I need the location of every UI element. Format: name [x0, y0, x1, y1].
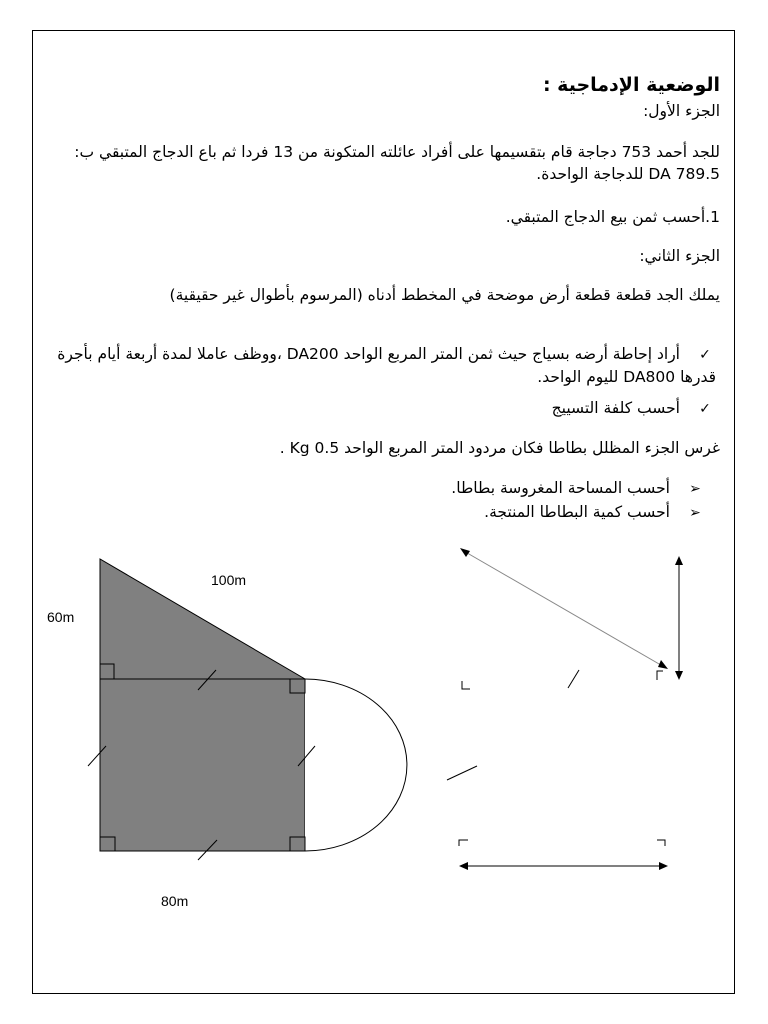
checkmark-icon: ✓: [699, 401, 711, 417]
label-left-side: 60m: [47, 609, 75, 625]
section-title: الوضعية الإدماجية :: [542, 74, 720, 96]
corner-fragment: [657, 840, 665, 846]
arrowhead: [658, 660, 668, 669]
part2-paragraph: يملك الجد قطعة قطعة أرض موضحة في المخطط أدناه (المرسوم بأطوال غير حقيقية): [169, 286, 720, 304]
check-item-text: أحسب كلفة التسييج: [551, 399, 680, 417]
tick-fragment: [447, 766, 477, 780]
shaded-square: [100, 679, 305, 851]
arrowhead: [659, 862, 668, 870]
corner-fragment: [459, 840, 468, 846]
label-bottom-side: 80m: [161, 893, 189, 909]
arrowhead-bullet-icon: ➢: [689, 505, 701, 521]
tick-fragment: [568, 670, 579, 688]
shaded-triangle: [100, 559, 305, 679]
check-item-text: أراد إحاطة أرضه بسياج حيث ثمن المتر المربع الواحد DA200 ،ووظف عاملا لمدة أربعة أيام بأجرة قدرها DA800 لليوم الواحد.: [57, 345, 716, 386]
label-hypotenuse: 100m: [211, 572, 247, 588]
semicircle: [305, 679, 407, 851]
arrowhead-bullet-icon: ➢: [689, 481, 701, 497]
double-arrow: [462, 550, 666, 668]
arrowhead: [675, 556, 683, 565]
arrowhead: [460, 548, 470, 557]
part1-question: 1.أحسب ثمن بيع الدجاج المتبقي.: [505, 208, 720, 226]
part1-label: الجزء الأول:: [643, 102, 720, 120]
corner-fragment: [462, 681, 470, 689]
arrowhead: [459, 862, 468, 870]
corner-fragment: [657, 671, 663, 680]
planting-text: غرس الجزء المظلل بطاطا فكان مردود المتر المربع الواحد Kg 0.5 .: [279, 439, 720, 457]
part1-paragraph: للجد أحمد 753 دجاجة قام بتقسيمها على أفراد عائلته المتكونة من 13 فردا ثم باع الدجاج المتبقي ب: DA 789.5 للدجاجة الواحدة.: [74, 143, 720, 183]
checkmark-icon: ✓: [699, 347, 711, 363]
arrow-item-text: أحسب كمية البطاطا المنتجة.: [484, 503, 670, 521]
arrow-item-text: أحسب المساحة المغروسة بطاطا.: [451, 479, 670, 497]
part2-label: الجزء الثاني:: [639, 247, 720, 265]
arrowhead: [675, 671, 683, 680]
